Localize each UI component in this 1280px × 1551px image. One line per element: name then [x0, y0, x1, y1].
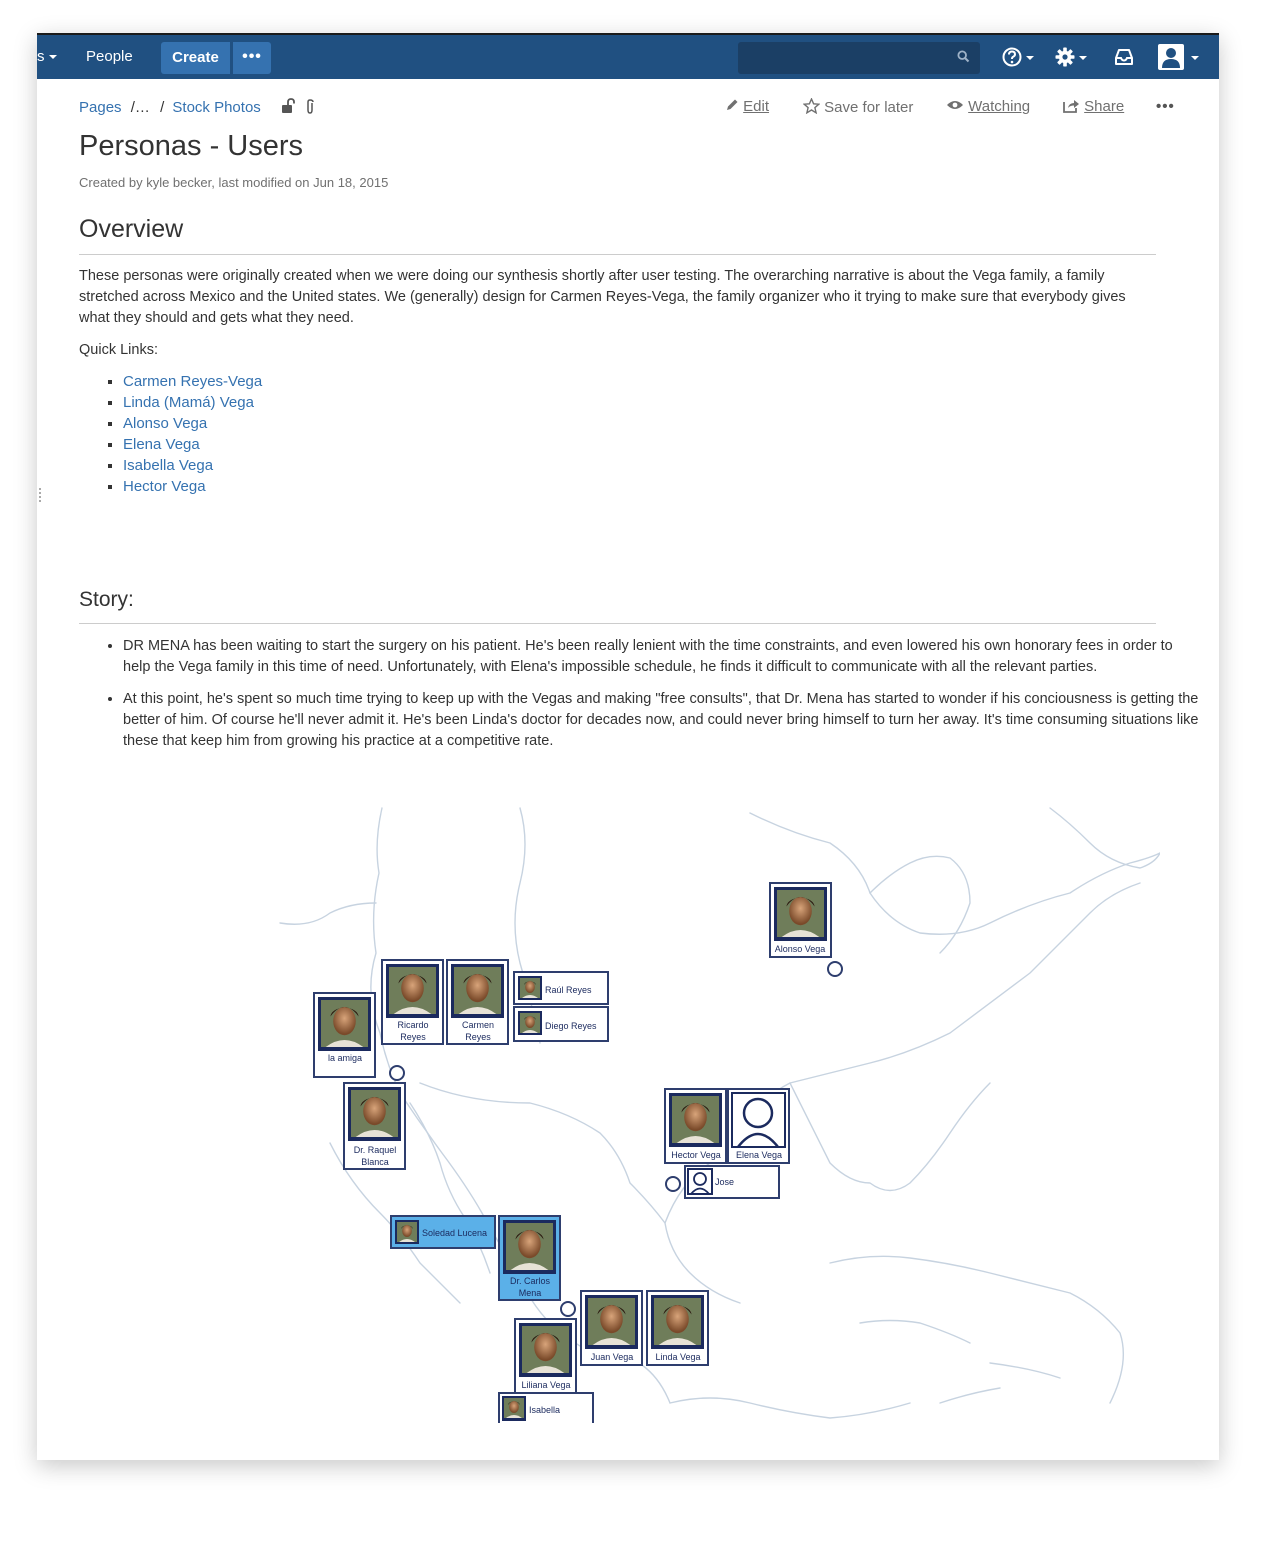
help-icon	[1002, 46, 1036, 68]
persona-name-linda: Linda Vega	[655, 1352, 701, 1362]
persona-name-raquel-last: Blanca	[361, 1157, 389, 1167]
share-button[interactable]	[1062, 98, 1124, 115]
persona-name-diego: Diego Reyes	[545, 1021, 597, 1031]
persona-card-raul	[514, 972, 608, 1004]
persona-name-liliana: Liliana Vega	[521, 1380, 571, 1390]
quick-link-carmen[interactable]: Carmen Reyes-Vega	[123, 373, 263, 390]
persona-card-carlos	[499, 1216, 560, 1300]
quick-link-elena[interactable]: Elena Vega	[123, 436, 200, 453]
user-menu[interactable]	[1157, 43, 1203, 76]
breadcrumb-separator: /	[130, 99, 135, 116]
share-icon	[1062, 98, 1080, 113]
persona-name-ricardo-last: Reyes	[400, 1032, 426, 1042]
spaces-menu[interactable]	[37, 35, 57, 79]
star-icon	[803, 98, 820, 114]
watching-label: Watching	[968, 98, 1031, 115]
location-marker	[666, 1177, 680, 1191]
persona-name-jose: Jose	[715, 1177, 735, 1187]
persona-name-isabella: Isabella	[529, 1405, 561, 1415]
story-heading: Story:	[79, 588, 134, 611]
persona-card-juan	[581, 1291, 642, 1365]
persona-name-carlos-last: Mena	[518, 1288, 542, 1298]
page-title: Personas - Users	[79, 130, 304, 162]
avatar-icon	[1157, 43, 1203, 71]
persona-name-la-amiga: la amiga	[327, 1053, 363, 1063]
breadcrumb-stock-photos[interactable]: Stock Photos	[172, 99, 261, 116]
persona-name-hector: Hector Vega	[671, 1150, 721, 1160]
persona-card-alonso	[770, 883, 831, 957]
persona-card-carmen	[447, 960, 508, 1044]
create-more-button[interactable]: •••	[233, 42, 271, 74]
breadcrumb-separator: /	[160, 99, 165, 116]
list-item	[123, 455, 262, 476]
persona-card-linda	[647, 1291, 708, 1365]
persona-card-hector	[665, 1089, 726, 1163]
save-for-later-button[interactable]	[803, 98, 913, 116]
story-item: • At this point, he's spent so much time trying to keep up with the Vegas and making "free consults", that Dr. Mena has started to wonder if his conciousness is getting the better of him. Of course he'll never admit it. He's been Linda's doctor for decades now, and could never bring himself to turn her away. It's time consuming situations like these that keep him from growing his practice at a competitive rate.	[123, 689, 1203, 752]
persona-card-soledad	[391, 1216, 495, 1248]
edit-label: Edit	[743, 98, 770, 115]
overview-paragraph: These personas were originally created when we were doing our synthesis shortly after user testing. The overarching narrative is about the Vega family, a family stretched across Mexico and the United states. We (generally) design for Carmen Reyes-Vega, the family organizer who it trying to make sure that everybody gives what they should and gets what they need.	[79, 268, 1126, 326]
persona-card-raquel	[344, 1083, 405, 1169]
quick-link-linda[interactable]: Linda (Mamá) Vega	[123, 394, 254, 411]
notifications-button[interactable]	[1113, 46, 1135, 73]
share-label: Share	[1084, 98, 1125, 115]
persona-card-liliana	[515, 1319, 576, 1393]
overview-heading: Overview	[79, 215, 184, 243]
story-item: • DR MENA has been waiting to start the surgery on his patient. He's been really lenient with the time constraints, and even lowered his own honorary fees in order to help the Vega family in this time of need. Unfortunately, with Elena's impossible schedule, he finds it difficult to communicate with all the relevant parties.	[123, 636, 1203, 678]
breadcrumb	[79, 98, 315, 119]
quick-links-list	[79, 371, 262, 497]
chevron-down-icon	[49, 55, 57, 59]
page-byline: Created by kyle becker, last modified on Jun 18, 2015	[79, 175, 389, 190]
persona-card-ricardo	[382, 960, 443, 1044]
list-item	[123, 392, 262, 413]
location-marker	[828, 962, 842, 976]
story-list	[79, 636, 1203, 763]
persona-name-alonso: Alonso Vega	[774, 944, 826, 954]
save-for-later-label: Save for later	[824, 99, 914, 116]
quick-links-label: Quick Links:	[79, 342, 158, 358]
eye-icon	[946, 99, 964, 111]
list-item	[123, 434, 262, 455]
location-marker	[390, 1066, 404, 1080]
persona-name-raul: Raúl Reyes	[545, 985, 592, 995]
pencil-icon	[725, 98, 739, 112]
quick-link-isabella[interactable]: Isabella Vega	[123, 457, 214, 474]
attachment-icon[interactable]	[305, 99, 315, 119]
heading-divider	[79, 623, 1156, 624]
list-item	[123, 371, 262, 392]
persona-name-carmen-first: Carmen	[461, 1020, 495, 1030]
top-navigation-bar	[37, 33, 1219, 79]
persona-card-jose	[685, 1166, 779, 1198]
gear-icon	[1055, 46, 1089, 68]
create-button[interactable]: Create	[161, 42, 230, 74]
persona-name-elena: Elena Vega	[735, 1150, 783, 1160]
search-icon[interactable]	[957, 50, 970, 68]
persona-name-raquel-first: Dr. Raquel	[353, 1145, 397, 1155]
more-actions-button[interactable]: •••	[1156, 98, 1175, 115]
persona-map-image	[270, 803, 1160, 1423]
persona-card-diego	[514, 1007, 608, 1041]
persona-name-carlos-first: Dr. Carlos	[509, 1276, 551, 1286]
edit-button[interactable]	[725, 98, 769, 115]
unlock-icon[interactable]	[281, 98, 295, 118]
location-marker	[561, 1302, 575, 1316]
search-input[interactable]	[746, 48, 950, 70]
search-box[interactable]	[738, 42, 980, 74]
confluence-window	[37, 33, 1219, 1460]
breadcrumb-pages[interactable]: Pages	[79, 99, 122, 116]
persona-name-soledad: Soledad Lucena	[422, 1228, 488, 1238]
persona-name-carmen-last: Reyes	[465, 1032, 491, 1042]
list-item	[123, 476, 262, 497]
watching-button[interactable]	[946, 98, 1030, 115]
spaces-menu-label: s	[37, 48, 45, 65]
inbox-icon	[1113, 46, 1135, 68]
persona-card-elena	[728, 1089, 789, 1163]
settings-menu[interactable]	[1055, 46, 1089, 73]
breadcrumb-ellipsis[interactable]: …	[134, 99, 150, 116]
sidebar-resize-handle[interactable]	[39, 488, 41, 502]
quick-link-alonso[interactable]: Alonso Vega	[123, 415, 208, 432]
list-item	[123, 413, 262, 434]
people-menu[interactable]: People	[86, 48, 133, 65]
help-menu[interactable]	[1002, 46, 1036, 73]
heading-divider	[79, 254, 1156, 255]
persona-name-ricardo-first: Ricardo	[397, 1020, 429, 1030]
persona-card-isabella	[499, 1393, 593, 1423]
persona-name-juan: Juan Vega	[590, 1352, 634, 1362]
quick-link-hector[interactable]: Hector Vega	[123, 478, 206, 495]
persona-card-la-amiga	[314, 993, 375, 1077]
